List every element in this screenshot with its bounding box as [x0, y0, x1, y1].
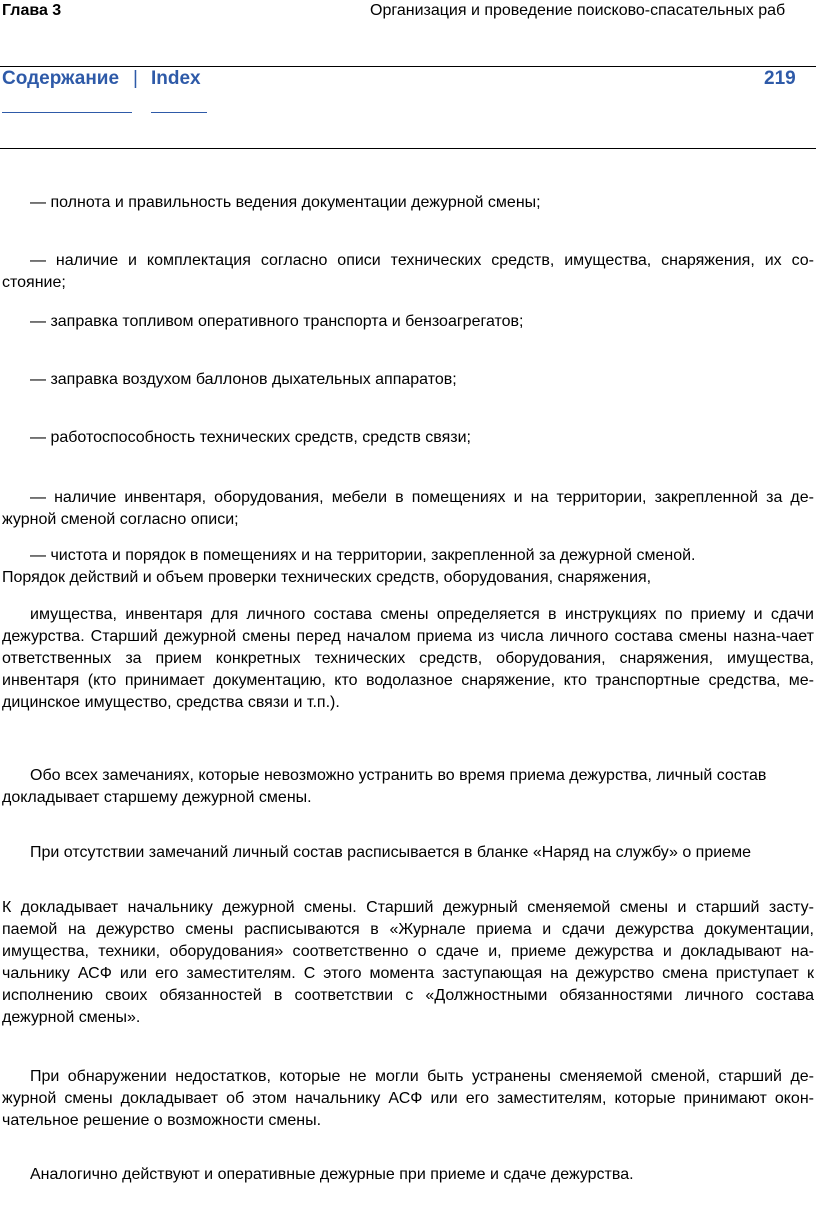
- body-paragraph: — заправка воздухом баллонов дыхательных аппаратов;: [30, 371, 457, 388]
- nav-separator: |: [133, 68, 138, 89]
- body-paragraph: — чистота и порядок в помещениях и на территории, закрепленной за дежурной сменой.: [30, 547, 696, 564]
- body-paragraph: — полнота и правильность ведения документации дежурной смены;: [30, 194, 541, 211]
- page-number: 219: [764, 68, 796, 89]
- contents-link-underline: [2, 112, 132, 113]
- index-link-underline: [151, 112, 207, 113]
- body-paragraph: имущества, инвентаря для личного состава смены определяется в инструкциях по приему и сдачи дежурства. Старший дежурной смены перед началом приема из числа личного состава смены назна-чает ответственных за прием конкретных технических средств, оборудования, снаряжения, имущества, инвентаря (кто принимает документацию, кто водолазное снаряжение, кто транспортные средства, ме-дицинское имущество, средства связи и т.п.).: [2, 606, 814, 711]
- body-paragraph: — работоспособность технических средств, средств связи;: [30, 429, 471, 446]
- body-paragraph: — наличие и комплектация согласно описи технических средств, имущества, снаряжения, их со-стояние;: [2, 252, 814, 291]
- contents-link[interactable]: Содержание: [2, 68, 120, 89]
- body-paragraph: Порядок действий и объем проверки технических средств, оборудования, снаряжения,: [2, 569, 652, 586]
- header-rule: [0, 66, 816, 67]
- nav-rule: [0, 148, 816, 149]
- body-paragraph: При обнаружении недостатков, которые не могли быть устранены сменяемой сменой, старший де-журной смены докладывает об этом начальнику АСФ или его заместителям, которые принимают окон-чательное решение о возможности смены.: [2, 1068, 814, 1129]
- chapter-label: Глава 3: [2, 2, 62, 19]
- index-link[interactable]: Index: [151, 68, 201, 89]
- body-paragraph: Обо всех замечаниях, которые невозможно устранить во время приема дежурства, личный состав докладывает старшему дежурной смены.: [2, 767, 767, 806]
- body-paragraph: При отсутствии замечаний личный состав расписывается в бланке «Наряд на службу» о приеме: [30, 844, 751, 861]
- body-paragraph: Аналогично действуют и оперативные дежурные при приеме и сдаче дежурства.: [30, 1166, 634, 1183]
- body-paragraph: К докладывает начальнику дежурной смены. Старший дежурный сменяемой смены и старший засту-паемой на дежурство смены расписываются в «Журнале приема и сдачи дежурства документации, имущества, техники, оборудования» соответственно о сдаче и, приеме дежурства и докладывают на-чальнику АСФ или его заместителям. С этого момента заступающая на дежурство смена приступает к исполнению своих обязанностей в соответствии с «Должностными обязанностями личного состава дежурной смены».: [2, 899, 814, 1026]
- body-paragraph: — наличие инвентаря, оборудования, мебели в помещениях и на территории, закрепленной за де-журной сменой согласно описи;: [2, 489, 814, 528]
- body-paragraph: — заправка топливом оперативного транспорта и бензоагрегатов;: [30, 313, 524, 330]
- running-title: Организация и проведение поисково-спасательных раб: [370, 2, 786, 19]
